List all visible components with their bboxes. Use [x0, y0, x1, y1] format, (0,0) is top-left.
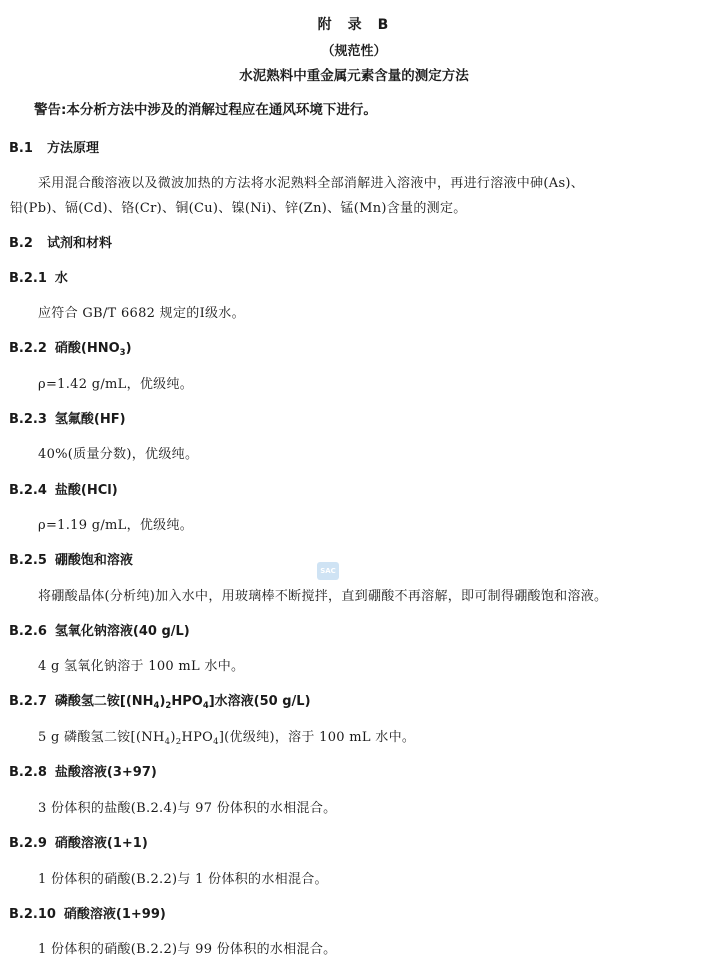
- paragraph-b29: 1 份体积的硝酸(B.2.2)与 1 份体积的水相混合。: [38, 872, 328, 887]
- watermark-logo: SAC: [317, 562, 339, 580]
- section-title: 方法原理: [47, 141, 100, 156]
- section-number: B.2.2: [9, 341, 47, 356]
- section-title: 硝酸溶液(1+1): [54, 836, 148, 851]
- section-title: 硝酸$(HNO_3)$: [54, 341, 132, 358]
- section-heading-b22: [9, 337, 132, 358]
- section-heading-b23: [9, 408, 126, 427]
- section-title: 水: [54, 271, 68, 286]
- paragraph-b1-line1: 采用混合酸溶液以及微波加热的方法将水泥熟料全部消解进入溶液中，再进行溶液中砷(As)、: [38, 176, 585, 191]
- paragraph-b28: 3 份体积的盐酸(B.2.4)与 97 份体积的水相混合。: [38, 801, 337, 816]
- paragraph-b25: 将硼酸晶体(分析纯)加入水中，用玻璃棒不断搅拌，直到硼酸不再溶解，即可制得硼酸饱和溶液。: [38, 589, 608, 604]
- paragraph-b21: 应符合 GB/T 6682 规定的Ⅰ级水。: [38, 306, 245, 321]
- section-number: B.2.4: [9, 483, 47, 498]
- section-heading-b26: [9, 620, 190, 639]
- section-heading-b27: [9, 690, 311, 711]
- paragraph-b210: 1 份体积的硝酸(B.2.2)与 99 份体积的水相混合。: [38, 942, 337, 957]
- section-title: 盐酸(HCl): [54, 483, 118, 498]
- section-number: B.1: [9, 141, 33, 156]
- section-number: B.2.7: [9, 694, 47, 709]
- appendix-heading: [0, 14, 708, 34]
- appendix-word2: 录: [347, 17, 364, 33]
- section-title: 氢氟酸(HF): [54, 412, 126, 427]
- section-title: 试剂和材料: [47, 236, 113, 251]
- normative-label: （规范性）: [321, 44, 387, 59]
- section-heading-b210: [9, 903, 166, 922]
- paragraph-b27: 5 g 磷酸氢二铵$[(NH_4)_2HPO_4]$(优级纯)，溶于 100 mL 水中。: [38, 730, 416, 747]
- document-title: 水泥熟料中重金属元素含量的测定方法: [239, 68, 469, 84]
- section-heading-b25: [9, 549, 133, 568]
- section-heading-b21: [9, 267, 68, 286]
- appendix-letter: B: [377, 17, 391, 33]
- section-number: B.2.3: [9, 412, 47, 427]
- section-title: 氢氧化钠溶液(40 g/L): [54, 624, 190, 639]
- section-title: 硝酸溶液(1+99): [63, 907, 166, 922]
- paragraph-b1-line2: 铅(Pb)、镉(Cd)、铬(Cr)、铜(Cu)、镍(Ni)、锌(Zn)、锰(Mn)含量的测定。: [10, 201, 467, 216]
- section-title: 盐酸溶液(3+97): [54, 765, 157, 780]
- section-number: B.2.1: [9, 271, 47, 286]
- section-number: B.2.10: [9, 907, 56, 922]
- appendix-word: 附: [317, 17, 334, 33]
- section-heading-b1: [9, 137, 99, 156]
- warning-text: 警告:本分析方法中涉及的消解过程应在通风环境下进行。: [34, 102, 377, 118]
- section-heading-b29: [9, 832, 148, 851]
- paragraph-b26: 4 g 氢氧化钠溶于 100 mL 水中。: [38, 659, 245, 674]
- paragraph-b23: 40%(质量分数)，优级纯。: [38, 447, 199, 462]
- section-title: 磷酸氢二铵$[(NH_4)_2HPO_4]$水溶液(50 g/L): [54, 694, 311, 711]
- paragraph-b22: ρ=1.42 g/mL，优级纯。: [38, 377, 194, 392]
- section-heading-b2: [9, 232, 112, 251]
- section-number: B.2.8: [9, 765, 47, 780]
- section-number: B.2.6: [9, 624, 47, 639]
- section-number: B.2.5: [9, 553, 47, 568]
- section-title: 硼酸饱和溶液: [54, 553, 133, 568]
- section-number: B.2: [9, 236, 33, 251]
- paragraph-b24: ρ=1.19 g/mL，优级纯。: [38, 518, 194, 533]
- section-heading-b28: [9, 761, 157, 780]
- section-heading-b24: [9, 479, 118, 498]
- section-number: B.2.9: [9, 836, 47, 851]
